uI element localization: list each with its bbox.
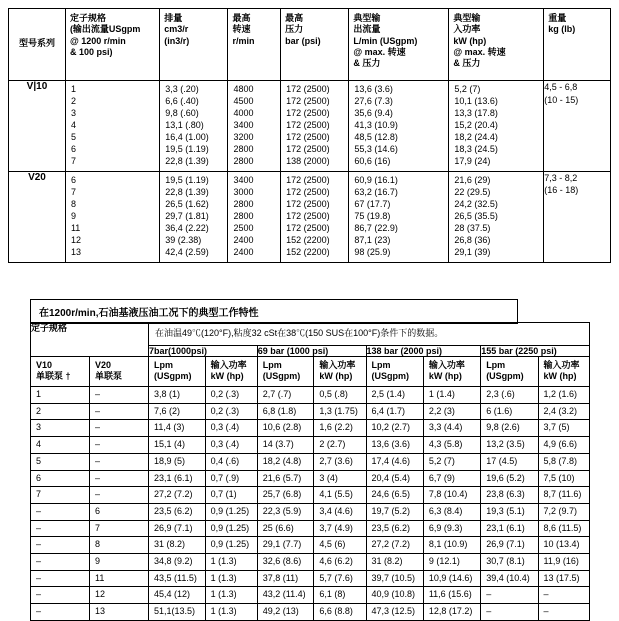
v10-spec-cell: – <box>31 520 90 537</box>
value-cell-2: 1 (1.3) <box>205 604 257 621</box>
value-cell-8: 8,6 (11.5) <box>538 520 589 537</box>
v20-spec-cell: – <box>90 437 149 454</box>
value-cell-3: 6,8 (1.8) <box>257 403 314 420</box>
value-cell-3: 2,7 (.7) <box>257 387 314 404</box>
value-cell-4: 5,7 (7.6) <box>314 570 366 587</box>
table-row <box>31 604 590 621</box>
v10-spec-cell: – <box>31 587 90 604</box>
th-typical-output-flow: 典型输 出流量 L/min (USgpm) @ max. 转速 & 压力 <box>349 9 449 81</box>
v20-spec-cell: – <box>90 420 149 437</box>
v10-spec-cell: 1 <box>31 387 90 404</box>
spec-cell: 6 7 8 9 11 12 13 <box>65 171 159 262</box>
speed-cell: 3400 3000 2800 2800 2500 2400 2400 <box>228 171 281 262</box>
table1-header <box>9 9 611 81</box>
v20-spec-cell: 13 <box>90 604 149 621</box>
value-cell-5: 47,3 (12.5) <box>366 604 423 621</box>
value-cell-1: 31 (8.2) <box>149 537 206 554</box>
value-cell-6: 10,9 (14.6) <box>423 570 480 587</box>
value-cell-3: 25 (6.6) <box>257 520 314 537</box>
value-cell-3: 29,1 (7.7) <box>257 537 314 554</box>
value-cell-5: 31 (8.2) <box>366 553 423 570</box>
spec-header-cell: 定子规格 <box>31 323 149 357</box>
value-cell-8: 2,4 (3.2) <box>538 403 589 420</box>
weight-cell: 7,3 - 8,2 (16 - 18) <box>544 171 611 262</box>
value-cell-5: 10,2 (2.7) <box>366 420 423 437</box>
value-cell-6: 7,8 (10.4) <box>423 487 480 504</box>
displacement-cell: 3,3 (.20) 6,6 (.40) 9,8 (.60) 13,1 (.80) 16,4 (1.00) 19,5 (1.19) 22,8 (1.39) <box>160 81 228 172</box>
value-cell-2: 0,9 (1.25) <box>205 537 257 554</box>
value-cell-3: 18,2 (4.8) <box>257 453 314 470</box>
v10-spec-cell: 2 <box>31 403 90 420</box>
value-cell-1: 23,1 (6.1) <box>149 470 206 487</box>
value-cell-1: 34,8 (9.2) <box>149 553 206 570</box>
power-cell: 5,2 (7) 10,1 (13.6) 13,3 (17.8) 15,2 (20.4) 18,2 (24.4) 18,3 (24.5) 17,9 (24) <box>449 81 544 172</box>
operating-characteristics-table <box>30 322 590 621</box>
value-cell-2: 1 (1.3) <box>205 570 257 587</box>
value-cell-5: 24,6 (6.5) <box>366 487 423 504</box>
v10-spec-cell: – <box>31 553 90 570</box>
subheader-lpm-1: Lpm (USgpm) <box>149 356 206 386</box>
value-cell-3: 37,8 (11) <box>257 570 314 587</box>
value-cell-7: 30,7 (8.1) <box>481 553 538 570</box>
value-cell-4: 4,5 (6) <box>314 537 366 554</box>
series-name: V20 <box>9 171 66 262</box>
displacement-cell: 19,5 (1.19) 22,8 (1.39) 26,5 (1.62) 29,7 (1.81) 36,4 (2.22) 39 (2.38) 42,4 (2.59) <box>160 171 228 262</box>
th-max-speed: 最高 转速 r/min <box>228 9 281 81</box>
value-cell-3: 25,7 (6.8) <box>257 487 314 504</box>
subheader-power-1: 输入功率 kW (hp) <box>205 356 257 386</box>
value-cell-7: 17 (4.5) <box>481 453 538 470</box>
value-cell-6: 5,2 (7) <box>423 453 480 470</box>
v10-spec-cell: – <box>31 537 90 554</box>
v20-spec-cell: – <box>90 453 149 470</box>
value-cell-3: 21,6 (5.7) <box>257 470 314 487</box>
value-cell-4: 4,1 (5.5) <box>314 487 366 504</box>
table2-note-row <box>31 323 590 346</box>
table-row <box>31 570 590 587</box>
v20-column-header: V20 单联泵 <box>90 356 149 386</box>
subheader-power-3: 输入功率 kW (hp) <box>423 356 480 386</box>
v10-spec-cell: – <box>31 604 90 621</box>
v10-spec-cell: 4 <box>31 437 90 454</box>
value-cell-8: 10 (13.4) <box>538 537 589 554</box>
subheader-lpm-3: Lpm (USgpm) <box>366 356 423 386</box>
value-cell-4: 1,6 (2.2) <box>314 420 366 437</box>
value-cell-8: 1,2 (1.6) <box>538 387 589 404</box>
v20-spec-cell: – <box>90 387 149 404</box>
value-cell-2: 0,4 (.6) <box>205 453 257 470</box>
v10-spec-cell: – <box>31 570 90 587</box>
value-cell-1: 27,2 (7.2) <box>149 487 206 504</box>
value-cell-6: 4,3 (5.8) <box>423 437 480 454</box>
v20-spec-cell: 11 <box>90 570 149 587</box>
table-row <box>31 553 590 570</box>
value-cell-4: 3,4 (4.6) <box>314 503 366 520</box>
value-cell-8: 8,7 (11.6) <box>538 487 589 504</box>
value-cell-7: 6 (1.6) <box>481 403 538 420</box>
value-cell-4: 1,3 (1.75) <box>314 403 366 420</box>
v20-spec-cell: 9 <box>90 553 149 570</box>
value-cell-2: 1 (1.3) <box>205 587 257 604</box>
value-cell-4: 2 (2.7) <box>314 437 366 454</box>
value-cell-7: 23,8 (6.3) <box>481 487 538 504</box>
table-row <box>31 503 590 520</box>
value-cell-1: 7,6 (2) <box>149 403 206 420</box>
th-series: 型号系列 <box>9 9 66 81</box>
value-cell-5: 6,4 (1.7) <box>366 403 423 420</box>
value-cell-5: 13,6 (3.6) <box>366 437 423 454</box>
value-cell-8: 3,7 (5) <box>538 420 589 437</box>
table-row <box>9 81 611 172</box>
value-cell-2: 1 (1.3) <box>205 553 257 570</box>
value-cell-8: – <box>538 604 589 621</box>
value-cell-2: 0,7 (.9) <box>205 470 257 487</box>
subheader-lpm-4: Lpm (USgpm) <box>481 356 538 386</box>
v20-spec-cell: – <box>90 470 149 487</box>
value-cell-7: 19,3 (5.1) <box>481 503 538 520</box>
value-cell-5: 23,5 (6.2) <box>366 520 423 537</box>
v10-spec-cell: – <box>31 503 90 520</box>
table-row <box>31 437 590 454</box>
pressure-header-1: 7bar(1000psi) <box>149 345 258 356</box>
subheader-power-2: 输入功率 kW (hp) <box>314 356 366 386</box>
value-cell-4: 6,6 (8.8) <box>314 604 366 621</box>
value-cell-5: 40,9 (10.8) <box>366 587 423 604</box>
value-cell-3: 14 (3.7) <box>257 437 314 454</box>
th-weight: 重量 kg (lb) <box>544 9 611 81</box>
value-cell-2: 0,3 (.4) <box>205 420 257 437</box>
value-cell-1: 3,8 (1) <box>149 387 206 404</box>
value-cell-2: 0,9 (1.25) <box>205 503 257 520</box>
value-cell-6: 11,6 (15.6) <box>423 587 480 604</box>
value-cell-3: 32,6 (8.6) <box>257 553 314 570</box>
value-cell-4: 0,5 (.8) <box>314 387 366 404</box>
value-cell-8: 13 (17.5) <box>538 570 589 587</box>
v10-column-header: V10 单联泵 † <box>31 356 90 386</box>
value-cell-6: 2,2 (3) <box>423 403 480 420</box>
value-cell-1: 15,1 (4) <box>149 437 206 454</box>
value-cell-8: 7,5 (10) <box>538 470 589 487</box>
value-cell-8: 11,9 (16) <box>538 553 589 570</box>
v10-spec-cell: 7 <box>31 487 90 504</box>
v20-spec-cell: – <box>90 403 149 420</box>
value-cell-7: 9,8 (2.6) <box>481 420 538 437</box>
flow-cell: 60,9 (16.1) 63,2 (16.7) 67 (17.7) 75 (19.8) 86,7 (22.9) 87,1 (23) 98 (25.9) <box>349 171 449 262</box>
condition-note: 在油温49℃(120°F),粘度32 cSt在38℃(150 SUS在100°F)条件下的数据。 <box>149 323 590 346</box>
table-row <box>31 487 590 504</box>
value-cell-2: 0,2 (.3) <box>205 403 257 420</box>
value-cell-1: 11,4 (3) <box>149 420 206 437</box>
value-cell-5: 19,7 (5.2) <box>366 503 423 520</box>
v10-spec-cell: 5 <box>31 453 90 470</box>
value-cell-7: 13,2 (3.5) <box>481 437 538 454</box>
value-cell-6: 9 (12.1) <box>423 553 480 570</box>
v10-spec-cell: 3 <box>31 420 90 437</box>
value-cell-6: 6,3 (8.4) <box>423 503 480 520</box>
v20-spec-cell: – <box>90 487 149 504</box>
flow-cell: 13,6 (3.6) 27,6 (7.3) 35,6 (9.4) 41,3 (10.9) 48,5 (12.8) 55,3 (14.6) 60,6 (16) <box>349 81 449 172</box>
table-row <box>31 470 590 487</box>
value-cell-6: 6,7 (9) <box>423 470 480 487</box>
value-cell-1: 45,4 (12) <box>149 587 206 604</box>
table-row <box>31 387 590 404</box>
v10-spec-cell: 6 <box>31 470 90 487</box>
value-cell-4: 6,1 (8) <box>314 587 366 604</box>
power-cell: 21,6 (29) 22 (29.5) 24,2 (32.5) 26,5 (35.5) 28 (37.5) 26,8 (36) 29,1 (39) <box>449 171 544 262</box>
speed-cell: 4800 4500 4000 3400 3200 2800 2800 <box>228 81 281 172</box>
table-row <box>31 537 590 554</box>
table2-subheader-row <box>31 356 590 386</box>
value-cell-4: 3 (4) <box>314 470 366 487</box>
value-cell-2: 0,7 (1) <box>205 487 257 504</box>
value-cell-3: 43,2 (11.4) <box>257 587 314 604</box>
value-cell-5: 27,2 (7.2) <box>366 537 423 554</box>
value-cell-4: 2,7 (3.6) <box>314 453 366 470</box>
value-cell-6: 3,3 (4.4) <box>423 420 480 437</box>
value-cell-5: 39,7 (10.5) <box>366 570 423 587</box>
value-cell-8: 7,2 (9.7) <box>538 503 589 520</box>
specification-table <box>8 8 611 263</box>
value-cell-7: – <box>481 587 538 604</box>
v20-spec-cell: 7 <box>90 520 149 537</box>
value-cell-1: 18,9 (5) <box>149 453 206 470</box>
th-displacement-spec: 定子规格 (输出流量USgpm @ 1200 r/min & 100 psi) <box>65 9 159 81</box>
value-cell-1: 26,9 (7.1) <box>149 520 206 537</box>
value-cell-1: 43,5 (11.5) <box>149 570 206 587</box>
value-cell-5: 17,4 (4.6) <box>366 453 423 470</box>
pressure-header-3: 138 bar (2000 psi) <box>366 345 481 356</box>
value-cell-6: 1 (1.4) <box>423 387 480 404</box>
value-cell-1: 51,1(13.5) <box>149 604 206 621</box>
v20-spec-cell: 8 <box>90 537 149 554</box>
subheader-lpm-2: Lpm (USgpm) <box>257 356 314 386</box>
value-cell-2: 0,3 (.4) <box>205 437 257 454</box>
table-row <box>9 171 611 262</box>
pressure-cell: 172 (2500) 172 (2500) 172 (2500) 172 (2500) 172 (2500) 172 (2500) 138 (2000) <box>281 81 349 172</box>
value-cell-8: – <box>538 587 589 604</box>
value-cell-7: 2,3 (.6) <box>481 387 538 404</box>
value-cell-7: 23,1 (6.1) <box>481 520 538 537</box>
value-cell-7: 26,9 (7.1) <box>481 537 538 554</box>
th-typical-input-power: 典型输 入功率 kW (hp) @ max. 转速 & 压力 <box>449 9 544 81</box>
value-cell-3: 49,2 (13) <box>257 604 314 621</box>
value-cell-3: 22,3 (5.9) <box>257 503 314 520</box>
value-cell-8: 5,8 (7.8) <box>538 453 589 470</box>
table-row <box>31 520 590 537</box>
table2-body <box>31 323 590 621</box>
table-row <box>31 453 590 470</box>
value-cell-5: 2,5 (1.4) <box>366 387 423 404</box>
subheader-power-4: 输入功率 kW (hp) <box>538 356 589 386</box>
pressure-header-2: 69 bar (1000 psi) <box>257 345 366 356</box>
value-cell-1: 23,5 (6.2) <box>149 503 206 520</box>
th-max-pressure: 最高 压力 bar (psi) <box>281 9 349 81</box>
value-cell-4: 4,6 (6.2) <box>314 553 366 570</box>
spec-cell: 1 2 3 4 5 6 7 <box>65 81 159 172</box>
series-name: V|10 <box>9 81 66 172</box>
value-cell-3: 10,6 (2.8) <box>257 420 314 437</box>
table-row <box>31 403 590 420</box>
value-cell-6: 8,1 (10.9) <box>423 537 480 554</box>
section-title: 在1200r/min,石油基液压油工况下的典型工作特性 <box>30 299 518 324</box>
v20-spec-cell: 12 <box>90 587 149 604</box>
table-row <box>31 587 590 604</box>
value-cell-7: 39,4 (10.4) <box>481 570 538 587</box>
pressure-cell: 172 (2500) 172 (2500) 172 (2500) 172 (2500) 172 (2500) 152 (2200) 152 (2200) <box>281 171 349 262</box>
v20-spec-cell: 6 <box>90 503 149 520</box>
value-cell-2: 0,2 (.3) <box>205 387 257 404</box>
weight-cell: 4,5 - 6,8 (10 - 15) <box>544 81 611 172</box>
value-cell-5: 20,4 (5.4) <box>366 470 423 487</box>
value-cell-2: 0,9 (1.25) <box>205 520 257 537</box>
table-row <box>31 420 590 437</box>
table1-body <box>9 81 611 263</box>
value-cell-7: – <box>481 604 538 621</box>
value-cell-4: 3,7 (4.9) <box>314 520 366 537</box>
th-displacement: 排量 cm3/r (in3/r) <box>160 9 228 81</box>
value-cell-6: 12,8 (17.2) <box>423 604 480 621</box>
pressure-header-4: 155 bar (2250 psi) <box>481 345 590 356</box>
value-cell-6: 6,9 (9.3) <box>423 520 480 537</box>
value-cell-8: 4,9 (6.6) <box>538 437 589 454</box>
value-cell-7: 19,6 (5.2) <box>481 470 538 487</box>
